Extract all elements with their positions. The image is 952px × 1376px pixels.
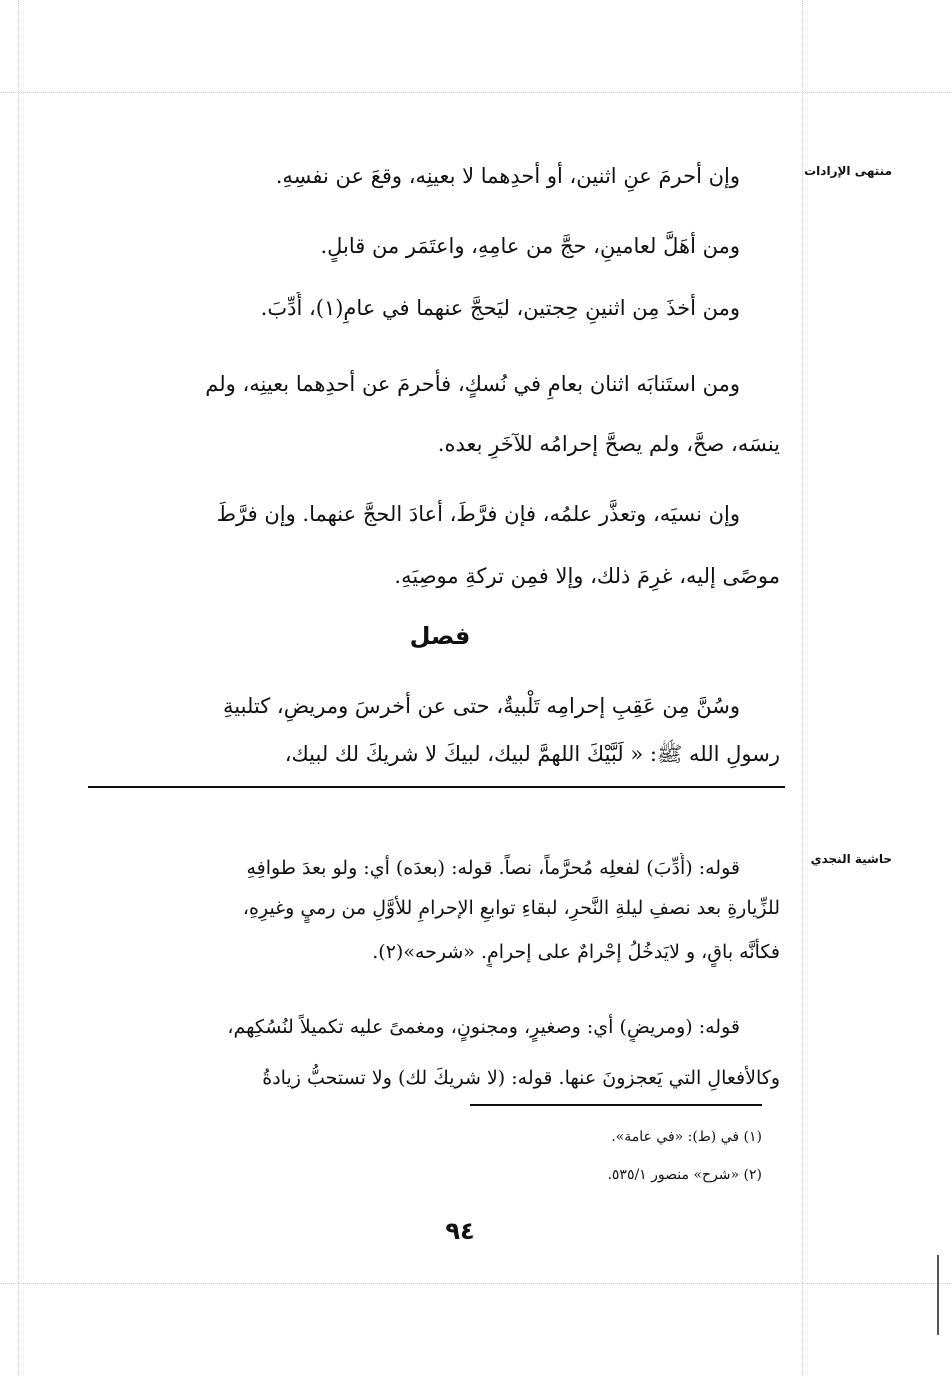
section-text-line: وسُنَّ مِن عَقِبِ إحرامِه تَلْبيةٌ، حتى عن أخرسَ ومريضٍ، كتلبيةِ [223,694,740,718]
main-text-line: ومن استَنابَه اثنان بعامٍ في نُسكٍ، فأحرمَ عن أحدِهما بعينِه، ولم [205,372,740,396]
hashiya-line: قوله: (أُدِّبَ) لفعلِه مُحرَّماً، نصاً. قوله: (بعدَه) أي: ولو بعدَ طوافِهِ [246,857,740,879]
main-text-line: ومن أهَلَّ لعامينِ، حجَّ من عامِهِ، واعتَمَر من قابلٍ. [320,234,740,258]
main-text-line: ومن أخذَ مِن اثنينِ حِجتين، ليَحجَّ عنهما في عامٍ(١)، أُدِّبَ. [260,296,740,320]
page-number: ٩٤ [445,1217,475,1245]
hashiya-line: للزِّيارةِ بعد نصفِ ليلةِ النَّحرِ، لبقاءِ توابعِ الإحرامِ للأوَّلِ من رميٍ وغيرِهِ، [242,897,780,919]
hashiya-line: قوله: (ومريضٍ) أي: وصغيرٍ، ومجنونٍ، ومغمىً عليه تكميلاً لنُسُكِهم، [227,1016,740,1038]
main-text-line: موصًى إليه، غرِمَ ذلك، وإلا فمِن تركةِ موصِيَهِ. [394,564,780,588]
hashiya-line: فكأنَّه باقٍ، و لايَدخُلُ إحْرامٌ على إحرامٍ. «شرحه»(٢). [372,941,780,963]
scan-edge-mark [937,1290,939,1335]
scan-guide-line [0,1283,952,1284]
hashiya-side-label: حاشية النجدي [810,852,892,866]
section-title: فصل [409,622,471,650]
scan-guide-line [802,0,803,1376]
section-text-line: رسولِ الله ﷺ: « لَبَّيْكَ اللهمَّ لبيك، لبيكَ لا شريكَ لك لبيك، [284,742,780,766]
main-text-line: وإن نسيَه، وتعذَّر علمُه، فإن فرَّطَ، أعادَ الحجَّ عنهما. وإن فرَّطَ [216,502,740,526]
scan-guide-line [18,0,19,1376]
footnote: (٢) «شرح» منصور ٥٣٥/١. [607,1167,762,1183]
main-text-line: ينسَه، صحَّ، ولم يصحَّ إحرامُه للآخَرِ بعده. [437,432,780,456]
hashiya-line: وكالأفعالِ التي يَعجزونَ عنها. قوله: (لا شريكَ لك) ولا تستحبُّ زيادةُ [262,1067,780,1089]
hashiya-text [80,0,780,1100]
matn-side-label: منتهى الإرادات [804,164,892,178]
footnote-separator-rule [470,1104,762,1106]
footnote: (١) في (ط): «في عامة». [611,1129,762,1145]
main-text-line: وإن أحرمَ عنِ اثنين، أو أحدِهما لا بعينِه، وقعَ عن نفسِهِ. [275,164,740,188]
